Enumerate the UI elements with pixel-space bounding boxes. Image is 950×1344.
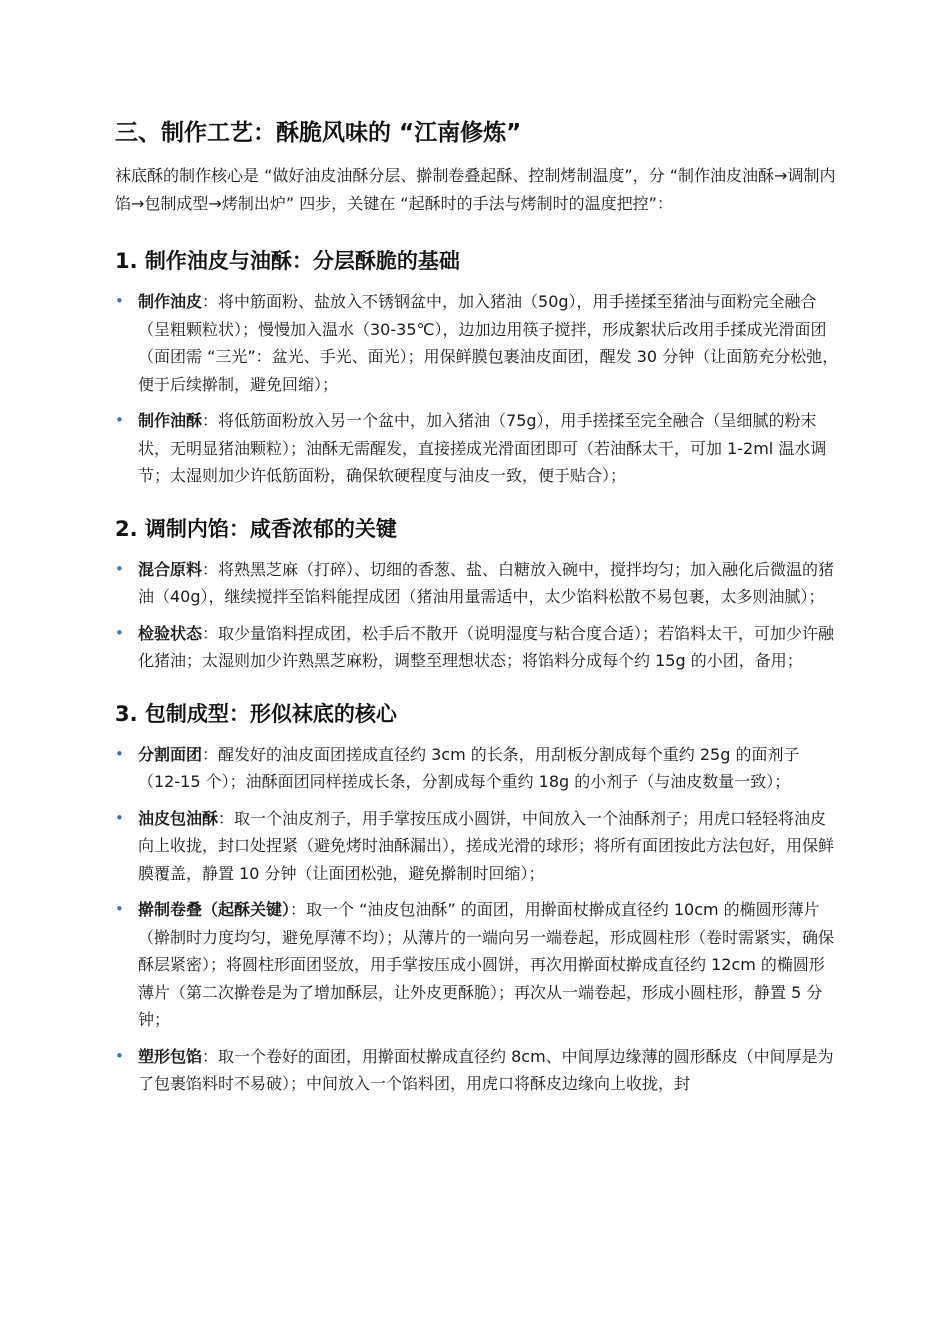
item-term: 分割面团 <box>138 744 203 764</box>
step-list-3 <box>115 741 840 1098</box>
item-term: 塑形包馅 <box>138 1046 203 1066</box>
item-term: 擀制卷叠（起酥关键） <box>138 900 291 919</box>
bullet-icon: • <box>115 623 124 642</box>
list-item <box>115 288 840 398</box>
bullet-icon: • <box>115 1046 124 1065</box>
bullet-icon: • <box>115 744 124 763</box>
bullet-icon: • <box>115 808 124 827</box>
item-text: ：将低筋面粉放入另一个盆中，加入猪油（75g），用手搓揉至完全融合（呈细腻的粉末状，无明显猪油颗粒）；油酥无需醒发，直接搓成光滑面团即可（若油酥太干，可加 1-2ml 温水调节；太湿则加少许低筋面粉，确保软硬程度与油皮一致，便于贴合）； <box>138 411 827 485</box>
list-item <box>115 896 840 1034</box>
item-text: ：醒发好的油皮面团搓成直径约 3cm 的长条，用刮板分割成每个重约 25g 的面剂子（12-15 个）；油酥面团同样搓成长条，分割成每个重约 18g 的小剂子（与油皮数量一致）； <box>138 744 800 791</box>
list-item <box>115 741 840 796</box>
section-title: 三、制作工艺：酥脆风味的 “江南修炼” <box>115 120 522 146</box>
item-text: ：将中筋面粉、盐放入不锈钢盆中，加入猪油（50g），用手搓揉至猪油与面粉完全融合（呈粗颗粒状）；慢慢加入温水（30-35℃），边加边用筷子搅拌，形成絮状后改用手揉成光滑面团（面团需 “三光”：盆光、手光、面光）；用保鲜膜包裹油皮面团，醒发 30 分钟（让面筋充分松弛，便于后续擀制，避免回缩）； <box>138 292 839 394</box>
item-text: ：将熟黑芝麻（打碎）、切细的香葱、盐、白糖放入碗中，搅拌均匀；加入融化后微温的猪油（40g），继续搅拌至馅料能捏成团（猪油用量需适中，太少馅料松散不易包裹，太多则油腻）； <box>138 559 835 606</box>
item-text: ：取一个 “油皮包油酥” 的面团，用擀面杖擀成直径约 10cm 的椭圆形薄片（擀制时力度均匀，避免厚薄不均）；从薄片的一端向另一端卷起，形成圆柱形（卷时需紧实，确保酥层紧密）；将圆柱形面团竖放，用手掌按压成小圆饼，再次用擀面杖擀成直径约 12cm 的椭圆形薄片（第二次擀卷是为了增加酥层，让外皮更酥脆）；再次从一端卷起，形成小圆柱形，静置 5 分钟； <box>138 900 835 1029</box>
item-term: 制作油皮 <box>138 292 203 311</box>
step-list-1 <box>115 288 840 490</box>
list-item <box>115 407 840 490</box>
item-text: ：取一个油皮剂子，用手掌按压成小圆饼，中间放入一个油酥剂子；用虎口轻轻将油皮向上收拢，封口处捏紧（避免烤时油酥漏出），搓成光滑的球形；将所有面团按此方法包好，用保鲜膜覆盖，静置 10 分钟（让面团松弛，避免擀制时回缩）； <box>138 808 835 883</box>
step-list-2 <box>115 556 840 675</box>
list-item <box>115 620 840 675</box>
item-text: ：取一个卷好的面团，用擀面杖擀成直径约 8cm、中间厚边缘薄的圆形酥皮（中间厚是为了包裹馅料时不易破）；中间放入一个馅料团，用虎口将酥皮边缘向上收拢，封 <box>138 1046 834 1093</box>
bullet-icon: • <box>115 411 124 429</box>
bullet-icon: • <box>115 559 124 578</box>
item-term: 油皮包油酥 <box>138 808 219 828</box>
list-item <box>115 556 840 611</box>
bullet-icon: • <box>115 900 124 918</box>
step-heading-3: 3. 包制成型：形似袜底的核心 <box>115 701 397 726</box>
item-text: ：取少量馅料捏成团，松手后不散开（说明湿度与粘合度合适）；若馅料太干，可加少许融化猪油；太湿则加少许熟黑芝麻粉，调整至理想状态；将馅料分成每个约 15g 的小团，备用； <box>138 623 835 670</box>
document-page <box>115 118 840 1122</box>
item-term: 检验状态 <box>138 623 203 643</box>
list-item <box>115 805 840 888</box>
step-heading-2: 2. 调制内馅：咸香浓郁的关键 <box>115 516 397 541</box>
item-term: 制作油酥 <box>138 411 203 430</box>
item-term: 混合原料 <box>138 559 203 579</box>
step-heading-1: 1. 制作油皮与油酥：分层酥脆的基础 <box>115 249 460 273</box>
list-item <box>115 1043 840 1098</box>
intro-paragraph: 袜底酥的制作核心是 “做好油皮油酥分层、擀制卷叠起酥、控制烤制温度”，分 “制作油皮油酥→调制内馅→包制成型→烤制出炉” 四步，关键在 “起酥时的手法与烤制时的温度把控”： <box>115 166 836 213</box>
bullet-icon: • <box>115 292 124 310</box>
